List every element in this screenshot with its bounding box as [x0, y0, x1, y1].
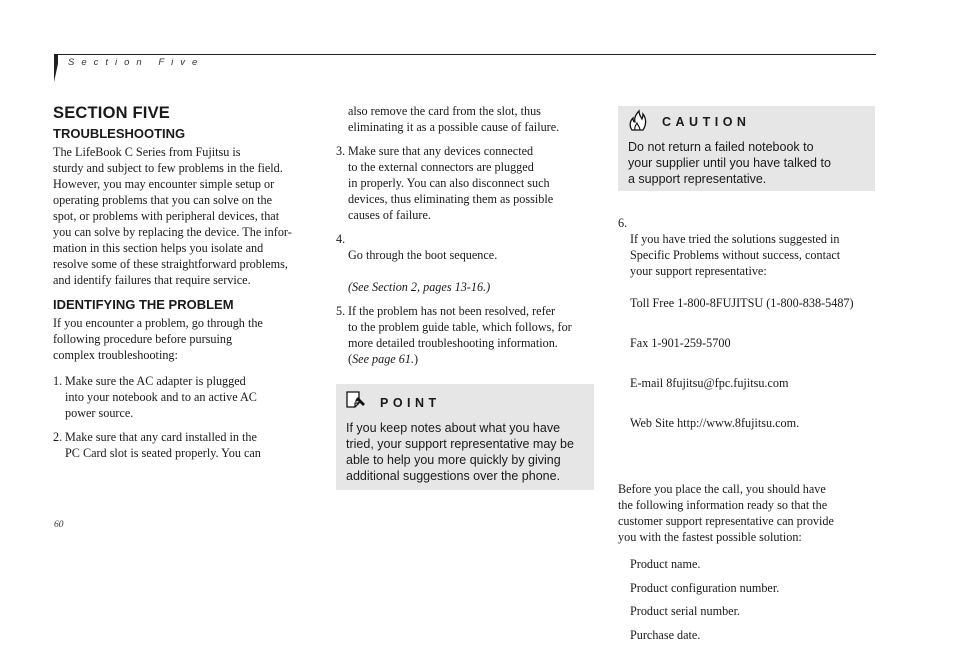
- step-number: 1.: [53, 373, 65, 421]
- paren-open: (: [348, 352, 352, 366]
- list-item: [53, 429, 303, 461]
- procedure-intro: If you encounter a problem, go through the following procedure before pursuing complex troubleshooting:: [53, 315, 303, 363]
- list-item: [336, 231, 594, 295]
- flame-hand-icon: [628, 109, 648, 135]
- step-number: 6.: [618, 215, 630, 471]
- page-reference: (See Section 2, pages 13-16.): [348, 280, 490, 294]
- subhead-identifying: IDENTIFYING THE PROBLEM: [53, 297, 303, 313]
- steps-list-continued: [336, 103, 594, 367]
- column-one: [53, 103, 303, 469]
- step-number: 4.: [336, 231, 348, 295]
- running-head: Section Five: [68, 57, 204, 68]
- list-item: Product serial number.: [618, 603, 876, 627]
- step-text: Make sure that any card installed in the PC Card slot is seated properly. You can: [65, 429, 303, 461]
- list-item: Fax 1-901-259-5700: [630, 335, 876, 351]
- steps-list: [53, 373, 303, 461]
- list-item: [336, 303, 594, 367]
- step-text: If you have tried the solutions suggested in Specific Problems without success, contact your support representative:: [630, 232, 840, 278]
- list-item: [53, 373, 303, 421]
- steps-list-final: [618, 215, 876, 471]
- list-item: E-mail 8fujitsu@fpc.fujitsu.com: [630, 375, 876, 391]
- header-rule: [54, 54, 876, 55]
- page-reference: See page 61.: [352, 352, 414, 366]
- section-title: SECTION FIVE: [53, 103, 303, 123]
- intro-paragraph: The LifeBook C Series from Fujitsu is sturdy and subject to few problems in the field. However, you may encounter simple setup or operating problems that you can solve on the spot, or problems with peripheral devices, that you can solve by replacing the device. The infor- mation in this section helps you isolate and resolve some of these straightforward problems, and identify failures that require service.: [53, 144, 303, 288]
- step-number: 3.: [336, 143, 348, 223]
- caution-callout: [618, 106, 875, 191]
- step-text: If the problem has not been resolved, refer to the problem guide table, which follows, for more detailed troubleshooting information.: [348, 304, 572, 350]
- paren-close: ): [414, 352, 418, 366]
- column-three: [618, 106, 876, 650]
- step-text: Make sure that any devices connected to the external connectors are plugged in properly. You can also disconnect such devices, thus eliminating them as possible causes of failure.: [348, 143, 594, 223]
- point-label: POINT: [380, 395, 441, 411]
- list-item: [618, 215, 876, 471]
- caution-body: Do not return a failed notebook to your supplier until you have talked to a support representative.: [628, 139, 865, 187]
- caution-label: CAUTION: [662, 114, 750, 130]
- list-item: Web Site http://www.8fujitsu.com.: [630, 415, 876, 431]
- contact-list: [630, 279, 876, 455]
- list-item: Product name.: [618, 556, 876, 580]
- step-number: 2.: [53, 429, 65, 461]
- header-tab-marker: [54, 54, 58, 82]
- point-body: If you keep notes about what you have tried, your support representative may be able to help you more quickly by giving additional suggestions over the phone.: [346, 420, 584, 484]
- step-text: Go through the boot sequence.: [348, 248, 497, 262]
- subhead-troubleshooting: TROUBLESHOOTING: [53, 126, 303, 142]
- list-item: Purchase date.: [618, 627, 876, 650]
- list-item: [336, 103, 594, 135]
- list-item: Toll Free 1-800-8FUJITSU (1-800-838-5487): [630, 295, 876, 311]
- page-number: 60: [54, 520, 64, 530]
- info-items-list: [618, 556, 876, 650]
- step-text: Make sure the AC adapter is plugged into your notebook and to an active AC power source.: [65, 373, 303, 421]
- step-continuation: also remove the card from the slot, thus eliminating it as a possible cause of failure.: [348, 103, 594, 135]
- step-number: 5.: [336, 303, 348, 367]
- list-item: Product configuration number.: [618, 580, 876, 604]
- note-icon: [346, 391, 366, 415]
- column-two: [336, 103, 594, 490]
- before-call-paragraph: Before you place the call, you should have the following information ready so that the customer support representative can provide you with the fastest possible solution:: [618, 481, 876, 545]
- point-callout: [336, 384, 594, 490]
- list-item: [336, 143, 594, 223]
